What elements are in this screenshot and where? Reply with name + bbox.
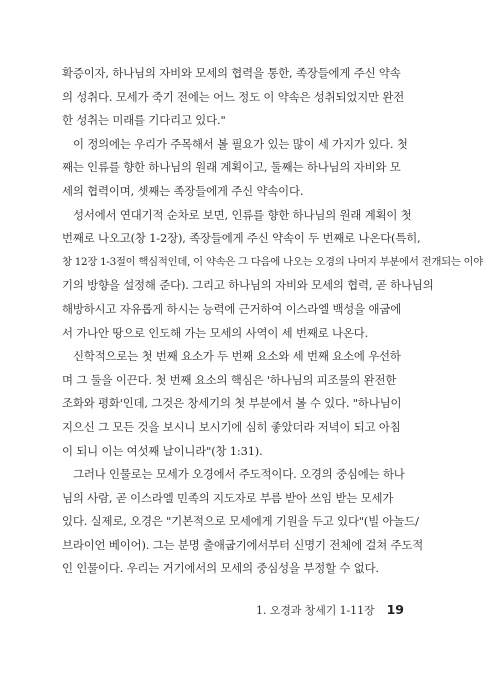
text-line: 째는 인류를 향한 하나님의 원래 계획이고, 둘째는 하나님의 자비와 모 (62, 160, 401, 175)
page-footer (256, 598, 404, 620)
text-line: 그러나 인물로는 모세가 오경에서 주도적이다. 오경의 중심에는 하나 (73, 467, 405, 482)
text-line: 번째로 나오고(창 1-2장), 족장들에게 주신 약속이 두 번째로 나온다(특히, (62, 231, 421, 246)
text-line: 해방하시고 자유롭게 하시는 능력에 근거하여 이스라엘 백성을 애굽에 (62, 301, 402, 316)
text-line: 있다. 실제로, 오경은 "기본적으로 모세에게 기원을 두고 있다"(빌 아놀드/ (62, 514, 419, 529)
text-line: 이 되니 이는 여섯째 날이니라"(창 1:31). (62, 443, 263, 458)
body-text (62, 62, 483, 581)
text-line: 한 성취는 미래를 기다리고 있다." (62, 113, 226, 128)
text-line: 브라이언 베이어). 그는 분명 출애굽기에서부터 신명기 전체에 걸쳐 주도적 (62, 537, 424, 552)
text-line: 인 인물이다. 우리는 거기에서의 모세의 중심성을 부정할 수 없다. (62, 561, 379, 576)
text-line: 서 가나안 땅으로 인도해 가는 모세의 사역이 세 번째로 나온다. (62, 325, 369, 340)
text-line: 기의 방향을 설정해 준다). 그리고 하나님의 자비와 모세의 협력, 곧 하나님의 (62, 278, 434, 293)
text-line: 의 성취다. 모세가 죽기 전에는 어느 정도 이 약속은 성취되었지만 완전 (62, 89, 405, 104)
page-number: 19 (386, 602, 404, 617)
running-head: 1. 오경과 창세기 1-11장 (256, 604, 375, 617)
text-line: 성서에서 연대기적 순차로 보면, 인류를 향한 하나님의 원래 계획이 첫 (73, 207, 412, 222)
text-line: 조화와 평화'인데, 그것은 창세기의 첫 부분에서 볼 수 있다. "하나님이 (62, 396, 402, 411)
text-line: 세의 협력이며, 셋째는 족장들에게 주신 약속이다. (62, 183, 304, 198)
text-line: 지으신 그 모든 것을 보시니 보시기에 심히 좋았더라 저녁이 되고 아침 (62, 419, 401, 434)
text-line: 며 그 둘을 이끈다. 첫 번째 요소의 핵심은 '하나님의 피조물의 완전한 (62, 372, 397, 387)
text-line: 신학적으로는 첫 번째 요소가 두 번째 요소와 세 번째 요소에 우선하 (73, 349, 401, 364)
text-line: 창 12장 1-3절이 핵심적인데, 이 약속은 그 다음에 나오는 오경의 나머지 부분에서 전개되는 이야 (62, 255, 483, 268)
text-line: 님의 사람, 곧 이스라엘 민족의 지도자로 부름 받아 쓰임 받는 모세가 (62, 490, 394, 505)
text-line: 이 정의에는 우리가 주목해서 볼 필요가 있는 많이 세 가지가 있다. 첫 (73, 136, 408, 151)
text-line: 확증이자, 하나님의 자비와 모세의 협력을 통한, 족장들에게 주신 약속 (62, 66, 401, 80)
